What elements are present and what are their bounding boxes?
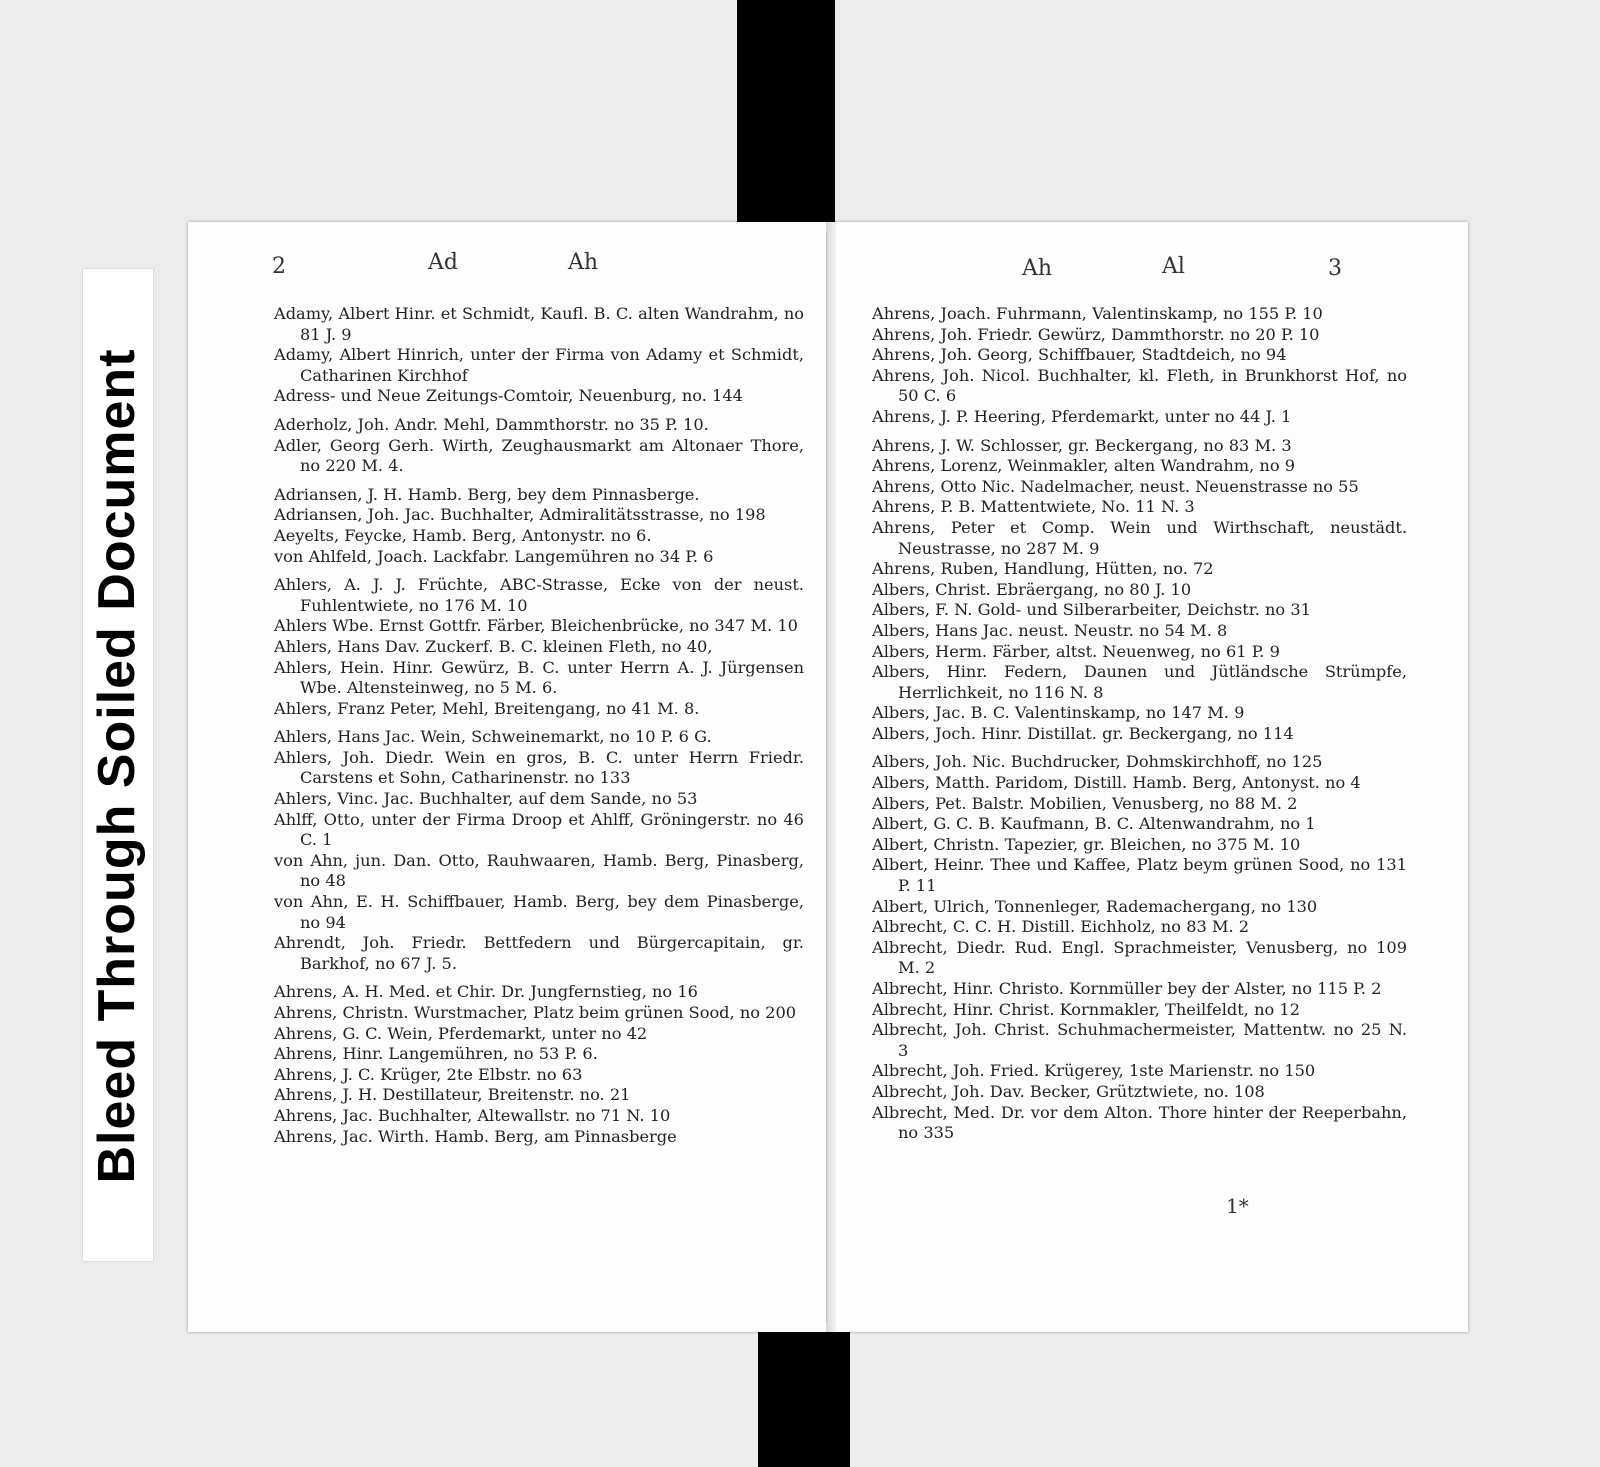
directory-entry: Albert, Christn. Tapezier, gr. Bleichen, no 375 M. 10	[872, 834, 1301, 854]
running-head-left: Ah	[1022, 256, 1053, 281]
directory-entry: Albrecht, Joh. Christ. Schuhmachermeister, Mattentw. no 25 N. 3	[872, 1020, 1407, 1060]
directory-entry: Adriansen, J. H. Hamb. Berg, bey dem Pinnasberge.	[274, 484, 700, 504]
directory-entry: Albrecht, Med. Dr. vor dem Alton. Thore hinter der Reeperbahn, no 335	[872, 1102, 1407, 1143]
directory-entry: Albert, G. C. B. Kaufmann, B. C. Altenwandrahm, no 1	[872, 814, 1316, 834]
directory-entry: Ahrens, Otto Nic. Nadelmacher, neust. Neuenstrasse no 55	[872, 476, 1359, 496]
directory-entry: Ahrens, Joh. Nicol. Buchhalter, kl. Fleth, in Brunkhorst Hof, no 50 C. 6	[872, 365, 1407, 406]
directory-entry: Ahrens, Jac. Buchhalter, Altewallstr. no 71 N. 10	[274, 1105, 671, 1125]
directory-entry: Adamy, Albert Hinr. et Schmidt, Kaufl. B. C. alten Wandrahm, no 81 J. 9	[274, 304, 804, 344]
directory-entry: Albrecht, Joh. Fried. Krügerey, 1ste Marienstr. no 150	[872, 1061, 1316, 1081]
directory-entry: Ahrens, J. W. Schlosser, gr. Beckergang, no 83 M. 3	[872, 435, 1292, 455]
directory-entry: Ahrens, Ruben, Handlung, Hütten, no. 72	[872, 559, 1214, 579]
directory-entry: Albers, Matth. Paridom, Distill. Hamb. Berg, Antonyst. no 4	[872, 773, 1361, 793]
directory-entry: Ahlers, Franz Peter, Mehl, Breitengang, no 41 M. 8.	[274, 698, 700, 718]
binding-strip-top	[737, 0, 835, 236]
directory-entry: Ahrens, J. P. Heering, Pferdemarkt, unter no 44 J. 1	[872, 406, 1292, 426]
directory-entry: Albert, Ulrich, Tonnenleger, Rademachergang, no 130	[872, 896, 1318, 916]
directory-entry: Albrecht, Hinr. Christ. Kornmakler, Theilfeldt, no 12	[872, 999, 1300, 1019]
directory-entry: von Ahlfeld, Joach. Lackfabr. Langemühren no 34 P. 6	[274, 546, 714, 566]
directory-entry: Albert, Heinr. Thee und Kaffee, Platz beym grünen Sood, no 131 P. 11	[872, 855, 1407, 896]
directory-entry: Albers, Herm. Färber, altst. Neuenweg, no 61 P. 9	[872, 641, 1280, 661]
directory-entry: Albers, Joh. Nic. Buchdrucker, Dohmskirchhoff, no 125	[872, 752, 1323, 772]
directory-entry: Albrecht, Diedr. Rud. Engl. Sprachmeister, Venusberg, no 109 M. 2	[872, 937, 1407, 978]
directory-entry: Albers, Christ. Ebräergang, no 80 J. 10	[872, 579, 1192, 599]
directory-entry: Ahrens, J. C. Krüger, 2te Elbstr. no 63	[274, 1064, 583, 1084]
directory-entry: Ahrens, J. H. Destillateur, Breitenstr. no. 21	[274, 1085, 631, 1105]
directory-entry: Ahlers, Hein. Hinr. Gewürz, B. C. unter Herrn A. J. Jürgensen Wbe. Altensteinweg, no 5 M. 6.	[274, 657, 804, 698]
directory-entry: Albrecht, Joh. Dav. Becker, Grütztwiete, no. 108	[872, 1081, 1265, 1101]
stamp-text: Bleed Through Soiled Document	[88, 348, 146, 1184]
directory-entry: Albers, Jac. B. C. Valentinskamp, no 147 M. 9	[872, 703, 1245, 723]
left-page	[196, 232, 827, 1322]
directory-entry: Ahrens, Lorenz, Weinmakler, alten Wandrahm, no 9	[872, 456, 1296, 476]
directory-entry: Ahrens, G. C. Wein, Pferdemarkt, unter no 42	[274, 1023, 648, 1043]
directory-entries	[274, 304, 804, 1147]
directory-entry: Ahrens, Jac. Wirth. Hamb. Berg, am Pinnasberge	[274, 1126, 677, 1146]
directory-entry: von Ahn, jun. Dan. Otto, Rauhwaaren, Hamb. Berg, Pinasberg, no 48	[274, 850, 804, 891]
directory-entry: Albers, F. N. Gold- und Silberarbeiter, Deichstr. no 31	[872, 600, 1311, 620]
directory-entry: Adriansen, Joh. Jac. Buchhalter, Admiralitätsstrasse, no 198	[274, 505, 766, 525]
directory-entry: Ahrens, Christn. Wurstmacher, Platz beim grünen Sood, no 200	[274, 1003, 797, 1022]
directory-entry: Ahlers Wbe. Ernst Gottfr. Färber, Bleichenbrücke, no 347 M. 10	[274, 616, 798, 636]
directory-entry: Ahrens, Joh. Friedr. Gewürz, Dammthorstr. no 20 P. 10	[872, 324, 1320, 344]
directory-entry: Ahlers, Vinc. Jac. Buchhalter, auf dem Sande, no 53	[274, 789, 698, 809]
book-gutter	[826, 222, 836, 1332]
directory-entry: Ahrens, P. B. Mattentwiete, No. 11 N. 3	[872, 497, 1195, 517]
binding-strip-bottom	[758, 1322, 850, 1467]
directory-entry: Ahlers, A. J. J. Früchte, ABC-Strasse, Ecke von der neust. Fuhlentwiete, no 176 M. 10	[274, 575, 804, 615]
directory-entry: von Ahn, E. H. Schiffbauer, Hamb. Berg, bey dem Pinasberge, no 94	[274, 892, 804, 932]
running-head-right: Ah	[568, 250, 599, 275]
directory-entry: Aeyelts, Feycke, Hamb. Berg, Antonystr. no 6.	[274, 525, 652, 545]
directory-entry: Albrecht, C. C. H. Distill. Eichholz, no 83 M. 2	[872, 917, 1250, 937]
directory-entry: Albrecht, Hinr. Christo. Kornmüller bey der Alster, no 115 P. 2	[872, 979, 1382, 998]
directory-entry: Ahlff, Otto, unter der Firma Droop et Ahlff, Gröningerstr. no 46 C. 1	[274, 809, 804, 850]
directory-entry: Ahrens, Hinr. Langemühren, no 53 P. 6.	[274, 1044, 598, 1064]
directory-entry: Albers, Joch. Hinr. Distillat. gr. Beckergang, no 114	[872, 723, 1294, 743]
directory-entry: Ahrens, Joach. Fuhrmann, Valentinskamp, no 155 P. 10	[872, 304, 1323, 323]
directory-entry: Ahrens, Peter et Comp. Wein und Wirthschaft, neustädt. Neustrasse, no 287 M. 9	[872, 517, 1407, 558]
directory-entry: Albers, Hinr. Federn, Daunen und Jütländsche Strümpfe, Herrlichkeit, no 116 N. 8	[872, 662, 1407, 702]
right-page	[836, 232, 1460, 1322]
directory-entry: Adress- und Neue Zeitungs-Comtoir, Neuenburg, no. 144	[274, 386, 743, 406]
directory-entry: Ahlers, Hans Dav. Zuckerf. B. C. kleinen Fleth, no 40,	[274, 636, 713, 656]
printer-signature-mark: 1*	[1226, 1194, 1249, 1218]
directory-entry: Adler, Georg Gerh. Wirth, Zeughausmarkt am Altonaer Thore, no 220 M. 4.	[274, 435, 804, 476]
directory-entry: Aderholz, Joh. Andr. Mehl, Dammthorstr. no 35 P. 10.	[274, 414, 709, 434]
directory-entry: Albers, Pet. Balstr. Mobilien, Venusberg, no 88 M. 2	[872, 793, 1298, 813]
directory-entry: Ahrendt, Joh. Friedr. Bettfedern und Bürgercapitain, gr. Barkhof, no 67 J. 5.	[274, 933, 804, 973]
directory-entries	[872, 304, 1407, 1144]
running-head-left: Ad	[428, 250, 458, 275]
running-head-right: Al	[1162, 254, 1185, 279]
directory-entry: Ahrens, A. H. Med. et Chir. Dr. Jungfernstieg, no 16	[274, 982, 698, 1002]
open-book	[188, 222, 1468, 1332]
directory-entry: Ahlers, Joh. Diedr. Wein en gros, B. C. unter Herrn Friedr. Carstens et Sohn, Catharinenstr. no 133	[274, 747, 804, 788]
directory-entry: Ahlers, Hans Jac. Wein, Schweinemarkt, no 10 P. 6 G.	[274, 727, 712, 747]
page-number: 2	[272, 254, 286, 279]
page-number: 3	[1328, 256, 1342, 281]
directory-entry: Ahrens, Joh. Georg, Schiffbauer, Stadtdeich, no 94	[872, 345, 1287, 365]
directory-entry: Adamy, Albert Hinrich, unter der Firma von Adamy et Schmidt, Catharinen Kirchhof	[274, 345, 804, 385]
directory-entry: Albers, Hans Jac. neust. Neustr. no 54 M. 8	[872, 620, 1228, 640]
